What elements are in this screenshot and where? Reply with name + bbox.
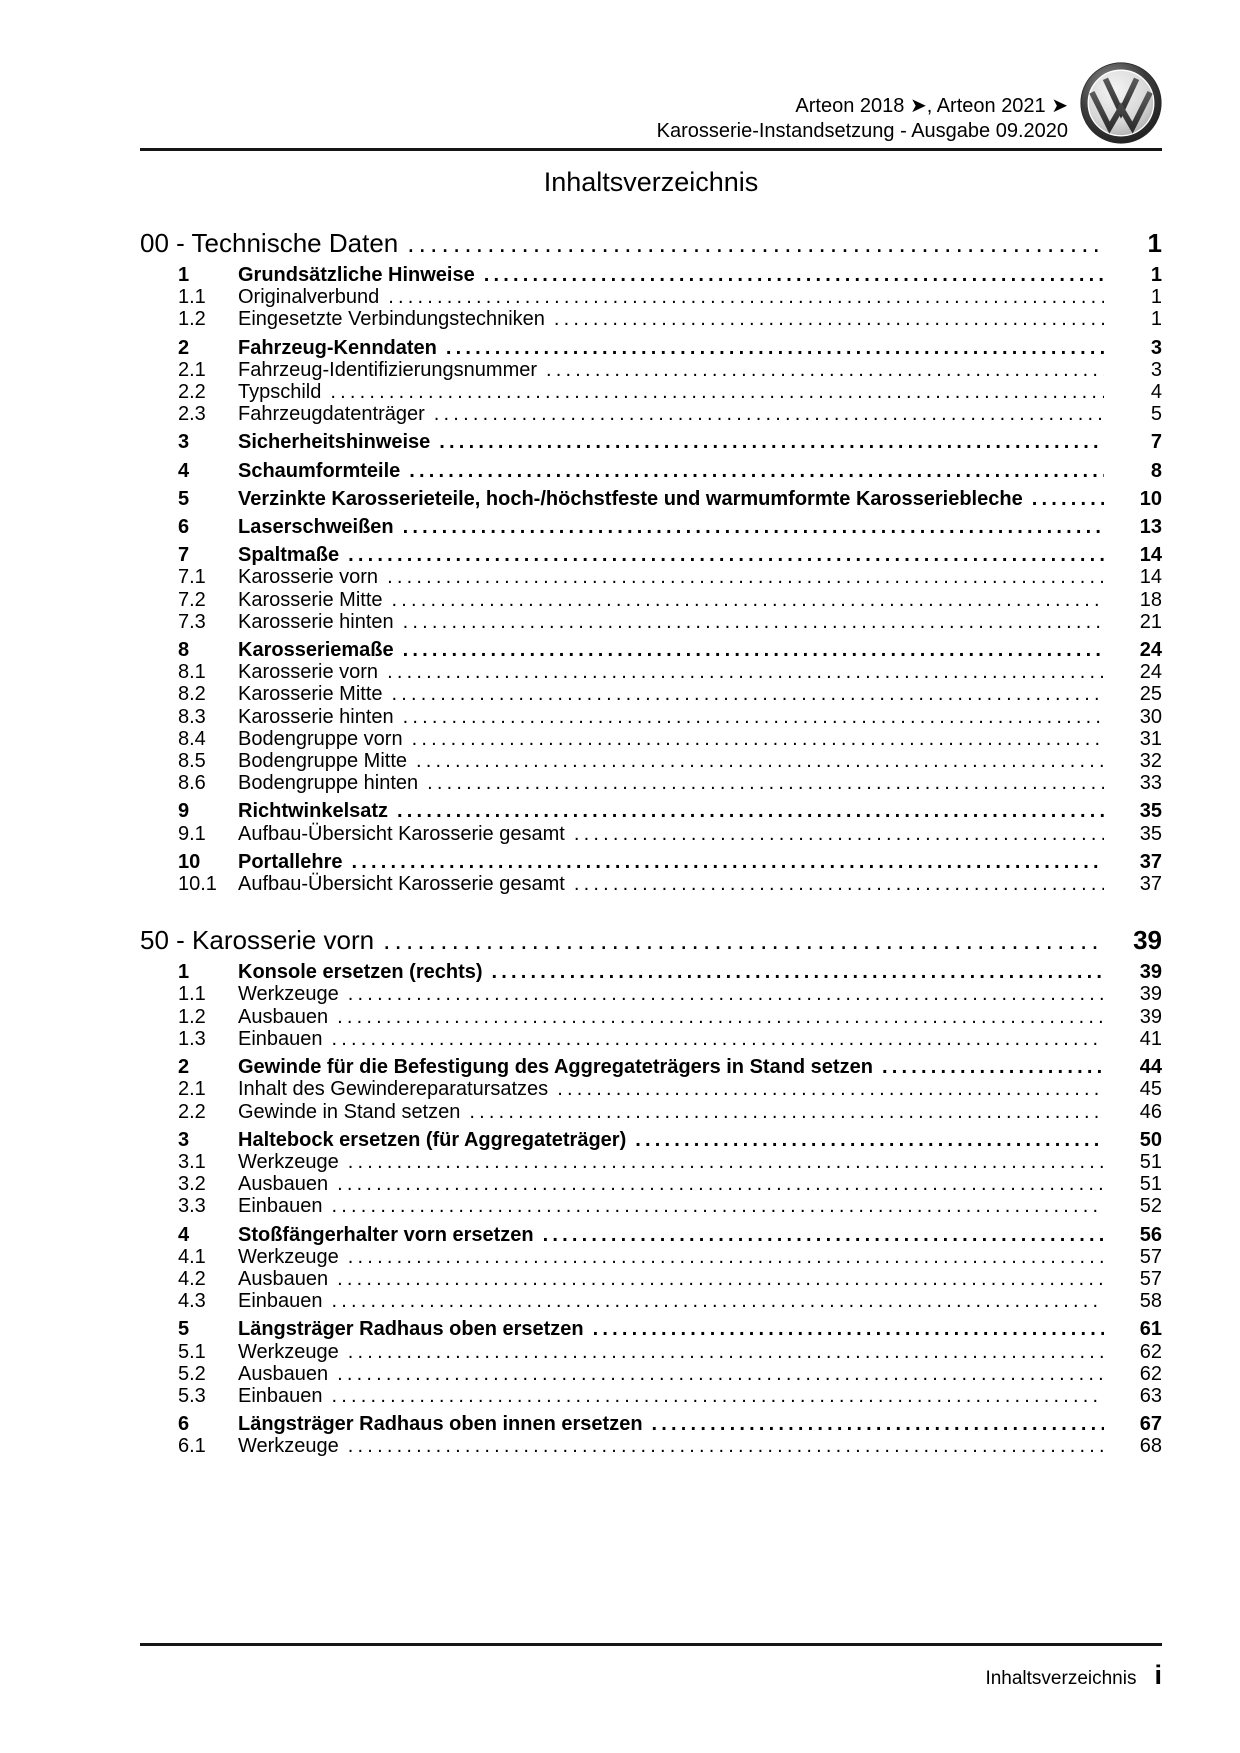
toc-row-section[interactable] <box>140 431 1162 453</box>
toc-entry-page: 10 <box>1139 487 1162 510</box>
toc-entry-page: 1 <box>1150 286 1162 309</box>
toc-entry-title: Einbauen <box>238 1195 323 1218</box>
toc-row-section[interactable] <box>140 639 1162 661</box>
toc-entry-title: Grundsätzliche Hinweise <box>238 264 475 286</box>
dot-leader <box>348 1151 1104 1173</box>
toc-entry-number: 2.2 <box>178 1100 206 1123</box>
toc-entry-title: Karosserie Mitte <box>238 683 383 706</box>
toc-entry-title: Fahrzeug-Identifizierungsnummer <box>238 358 538 381</box>
dot-leader <box>348 544 1104 566</box>
dot-leader <box>446 337 1104 359</box>
dot-leader <box>403 516 1104 538</box>
dot-leader <box>434 403 1104 425</box>
toc-entry-title: Gewinde für die Befestigung des Aggregateträgers in Stand setzen <box>238 1056 873 1079</box>
toc-entry-page: 21 <box>1139 610 1162 633</box>
dot-leader <box>412 728 1104 750</box>
toc-entry-title: Einbauen <box>238 1290 323 1313</box>
toc-entry-number: 2.3 <box>178 403 206 426</box>
toc-entry-page: 62 <box>1139 1340 1162 1363</box>
toc-row-sub[interactable] <box>140 728 1162 750</box>
toc-entry-page: 24 <box>1139 639 1162 662</box>
toc-row-sub[interactable] <box>140 1435 1162 1457</box>
toc-entry-page: 50 <box>1139 1128 1162 1151</box>
toc-entry-number: 4.3 <box>178 1290 206 1313</box>
toc-entry-page: 24 <box>1139 661 1162 684</box>
toc-row-section[interactable] <box>140 544 1162 566</box>
toc-row-chapter[interactable] <box>140 925 1162 955</box>
toc-entry-number: 6.1 <box>178 1435 206 1458</box>
toc-row-section[interactable] <box>140 264 1162 286</box>
toc-entry-title: Werkzeuge <box>238 1435 339 1458</box>
toc-entry-title: Einbauen <box>238 1384 323 1407</box>
dot-leader <box>337 1173 1104 1195</box>
toc-row-sub[interactable] <box>140 873 1162 895</box>
page-header <box>140 0 1162 146</box>
toc-entry-number: 3 <box>178 431 190 454</box>
toc-entry-page: 61 <box>1139 1318 1162 1341</box>
toc-entry-page: 39 <box>1133 925 1162 956</box>
toc-row-sub[interactable] <box>140 1173 1162 1195</box>
toc-entry-page: 4 <box>1150 381 1162 404</box>
dot-leader <box>409 460 1104 482</box>
header-model-line: Arteon 2018 ➤, Arteon 2021 ➤ <box>795 95 1068 117</box>
toc-entry-title: Karosserie Mitte <box>238 588 383 611</box>
header-edition-line: Karosserie-Instandsetzung - Ausgabe 09.2020 <box>656 120 1068 142</box>
dot-leader <box>332 1290 1104 1312</box>
toc-entry-page: 13 <box>1139 516 1162 539</box>
dot-leader <box>332 1028 1104 1050</box>
toc-row-sub[interactable] <box>140 1028 1162 1050</box>
toc-row-sub[interactable] <box>140 983 1162 1005</box>
toc-row-sub[interactable] <box>140 661 1162 683</box>
toc-row-sub[interactable] <box>140 566 1162 588</box>
toc-row-sub[interactable] <box>140 1151 1162 1173</box>
dot-leader <box>348 983 1104 1005</box>
toc-row-section[interactable] <box>140 1056 1162 1078</box>
toc-row-section[interactable] <box>140 488 1162 510</box>
toc-entry-page: 33 <box>1139 772 1162 795</box>
toc-entry-number: 2.1 <box>178 358 206 381</box>
toc-row-sub[interactable] <box>140 706 1162 728</box>
dot-leader <box>543 1224 1104 1246</box>
toc-row-sub[interactable] <box>140 359 1162 381</box>
toc-entry-title: Originalverbund <box>238 286 380 309</box>
toc-entry-number: 8.3 <box>178 705 206 728</box>
toc-entry-page: 45 <box>1139 1078 1162 1101</box>
toc-entry-number: 1.1 <box>178 286 206 309</box>
toc-entry-title: Haltebock ersetzen (für Aggregateträger) <box>238 1128 627 1151</box>
toc-entry-title: Bodengruppe Mitte <box>238 750 408 773</box>
toc-entry-title: Karosserie hinten <box>238 705 394 728</box>
toc-entry-number: 3.3 <box>178 1195 206 1218</box>
toc-entry-page: 35 <box>1139 800 1162 823</box>
toc-row-sub[interactable] <box>140 308 1162 330</box>
toc-entry-title: Ausbauen <box>238 1362 329 1385</box>
toc-entry-number: 3.2 <box>178 1173 206 1196</box>
dot-leader <box>574 873 1104 895</box>
dot-leader <box>332 1195 1104 1217</box>
dot-leader <box>387 661 1104 683</box>
toc-entry-number: 1.2 <box>178 308 206 331</box>
toc-entry-title: 50 - Karosserie vorn <box>140 925 375 956</box>
toc-entry-title: Laserschweißen <box>238 516 394 539</box>
toc-row-sub[interactable] <box>140 1078 1162 1100</box>
toc-row-section[interactable] <box>140 1129 1162 1151</box>
toc-entry-title: Längsträger Radhaus oben ersetzen <box>238 1318 584 1341</box>
toc-entry-page: 1 <box>1150 264 1162 286</box>
dot-leader <box>337 1363 1104 1385</box>
toc-entry-page: 3 <box>1150 358 1162 381</box>
toc-entry-page: 67 <box>1139 1413 1162 1436</box>
dot-leader <box>557 1078 1104 1100</box>
toc-entry-page: 32 <box>1139 750 1162 773</box>
dot-leader <box>492 961 1104 983</box>
toc-entry-number: 3.1 <box>178 1150 206 1173</box>
toc-entry-number: 4.1 <box>178 1245 206 1268</box>
toc-row-sub[interactable] <box>140 1195 1162 1217</box>
dot-leader <box>388 286 1104 308</box>
toc-entry-title: Portallehre <box>238 850 343 873</box>
toc-entry-page: 35 <box>1139 822 1162 845</box>
dot-leader <box>348 1341 1104 1363</box>
toc-entry-number: 8.5 <box>178 750 206 773</box>
dot-leader <box>348 1246 1104 1268</box>
toc-entry-number: 6 <box>178 516 190 539</box>
dot-leader <box>416 750 1104 772</box>
toc-entry-page: 1 <box>1147 228 1162 258</box>
toc-entry-title: Karosserie hinten <box>238 610 394 633</box>
toc-entry-title: Karosseriemaße <box>238 639 394 662</box>
toc-row-sub[interactable] <box>140 403 1162 425</box>
footer-page-number: i <box>1154 1660 1162 1690</box>
toc-entry-number: 10 <box>178 850 201 873</box>
dot-leader <box>593 1318 1104 1340</box>
toc-row-section[interactable] <box>140 961 1162 983</box>
toc-entry-page: 57 <box>1139 1245 1162 1268</box>
toc-row-section[interactable] <box>140 800 1162 822</box>
table-of-contents <box>140 228 1162 1458</box>
toc-entry-number: 2 <box>178 1056 190 1079</box>
toc-entry-page: 18 <box>1139 588 1162 611</box>
toc-entry-number: 8.4 <box>178 727 206 750</box>
dot-leader <box>403 611 1104 633</box>
toc-entry-page: 14 <box>1139 544 1162 567</box>
toc-row-sub[interactable] <box>140 1268 1162 1290</box>
toc-entry-page: 14 <box>1139 566 1162 589</box>
toc-entry-number: 5 <box>178 1318 190 1341</box>
toc-entry-title: Ausbauen <box>238 1173 329 1196</box>
toc-entry-page: 41 <box>1139 1027 1162 1050</box>
toc-entry-page: 7 <box>1150 431 1162 454</box>
toc-entry-page: 51 <box>1139 1173 1162 1196</box>
dot-leader <box>652 1413 1104 1435</box>
toc-entry-page: 1 <box>1150 308 1162 331</box>
toc-entry-page: 62 <box>1139 1362 1162 1385</box>
toc-entry-number: 1 <box>178 264 190 286</box>
toc-row-sub[interactable] <box>140 589 1162 611</box>
toc-entry-page: 44 <box>1139 1056 1162 1079</box>
toc-entry-page: 5 <box>1150 403 1162 426</box>
toc-row-sub[interactable] <box>140 1341 1162 1363</box>
toc-entry-number: 1.2 <box>178 1005 206 1028</box>
toc-entry-page: 39 <box>1139 983 1162 1006</box>
dot-leader <box>403 706 1104 728</box>
dot-leader <box>392 683 1105 705</box>
toc-entry-title: Karosserie vorn <box>238 661 379 684</box>
toc-entry-number: 8.6 <box>178 772 206 795</box>
dot-leader <box>407 228 1104 258</box>
toc-entry-number: 4.2 <box>178 1267 206 1290</box>
toc-entry-number: 7.3 <box>178 610 206 633</box>
toc-entry-title: Werkzeuge <box>238 1150 339 1173</box>
toc-entry-page: 52 <box>1139 1195 1162 1218</box>
page-footer <box>140 1643 1162 1691</box>
vw-logo-icon <box>1080 60 1162 146</box>
toc-entry-number: 6 <box>178 1413 190 1436</box>
footer-section-label: Inhaltsverzeichnis <box>985 1668 1137 1689</box>
toc-entry-page: 31 <box>1139 727 1162 750</box>
toc-entry-title: Konsole ersetzen (rechts) <box>238 961 483 984</box>
toc-entry-page: 58 <box>1139 1290 1162 1313</box>
toc-entry-number: 1.1 <box>178 983 206 1006</box>
toc-entry-page: 68 <box>1139 1435 1162 1458</box>
dot-leader <box>348 1435 1104 1457</box>
toc-row-section[interactable] <box>140 1224 1162 1246</box>
toc-entry-title: Längsträger Radhaus oben innen ersetzen <box>238 1413 643 1436</box>
toc-entry-title: Gewinde in Stand setzen <box>238 1100 461 1123</box>
toc-entry-page: 46 <box>1139 1100 1162 1123</box>
toc-entry-page: 37 <box>1139 850 1162 873</box>
toc-entry-title: Inhalt des Gewindereparatursatzes <box>238 1078 549 1101</box>
toc-entry-page: 39 <box>1139 1005 1162 1028</box>
dot-leader <box>403 639 1104 661</box>
toc-row-sub[interactable] <box>140 823 1162 845</box>
dot-leader <box>882 1056 1104 1078</box>
toc-entry-title: Aufbau-Übersicht Karosserie gesamt <box>238 822 565 845</box>
toc-entry-title: Werkzeuge <box>238 1340 339 1363</box>
toc-row-sub[interactable] <box>140 1385 1162 1407</box>
toc-row-sub[interactable] <box>140 381 1162 403</box>
dot-leader <box>427 772 1104 794</box>
toc-entry-title: Bodengruppe hinten <box>238 772 419 795</box>
toc-entry-number: 8 <box>178 639 190 662</box>
toc-entry-title: Typschild <box>238 381 322 404</box>
dot-leader <box>330 381 1104 403</box>
toc-entry-number: 5.1 <box>178 1340 206 1363</box>
toc-row-chapter[interactable] <box>140 228 1162 258</box>
dot-leader <box>387 566 1104 588</box>
toc-entry-number: 4 <box>178 1223 190 1246</box>
toc-entry-number: 4 <box>178 459 190 482</box>
toc-entry-title: Ausbauen <box>238 1267 329 1290</box>
toc-row-sub[interactable] <box>140 1101 1162 1123</box>
toc-entry-title: Stoßfängerhalter vorn ersetzen <box>238 1223 534 1246</box>
toc-entry-title: Aufbau-Übersicht Karosserie gesamt <box>238 873 565 896</box>
toc-entry-title: Einbauen <box>238 1027 323 1050</box>
dot-leader <box>337 1006 1104 1028</box>
toc-entry-title: Bodengruppe vorn <box>238 727 403 750</box>
dot-leader <box>574 823 1104 845</box>
dot-leader <box>397 800 1104 822</box>
toc-row-sub[interactable] <box>140 750 1162 772</box>
toc-entry-title: Schaumformteile <box>238 459 401 482</box>
toc-entry-title: Spaltmaße <box>238 544 340 567</box>
toc-row-sub[interactable] <box>140 1290 1162 1312</box>
toc-row-section[interactable] <box>140 851 1162 873</box>
toc-entry-page: 30 <box>1139 705 1162 728</box>
dot-leader <box>1032 488 1104 510</box>
toc-row-sub[interactable] <box>140 1006 1162 1028</box>
toc-entry-title: Fahrzeug-Kenndaten <box>238 336 437 359</box>
toc-entry-number: 9 <box>178 800 190 823</box>
toc-entry-number: 3 <box>178 1128 190 1151</box>
dot-leader <box>383 925 1104 955</box>
toc-entry-title: Verzinkte Karosserieteile, hoch-/höchstfeste und warmumformte Karosseriebleche <box>238 487 1023 510</box>
toc-entry-title: Richtwinkelsatz <box>238 800 389 823</box>
toc-entry-page: 8 <box>1150 459 1162 482</box>
page-title: Inhaltsverzeichnis <box>543 167 759 197</box>
toc-row-sub[interactable] <box>140 1363 1162 1385</box>
dot-leader <box>469 1101 1104 1123</box>
dot-leader <box>554 308 1104 330</box>
toc-entry-number: 7.1 <box>178 566 206 589</box>
header-divider <box>140 148 1162 151</box>
header-text <box>657 94 1068 146</box>
dot-leader <box>635 1129 1104 1151</box>
toc-entry-title: Karosserie vorn <box>238 566 379 589</box>
toc-entry-title: 00 - Technische Daten <box>140 228 399 258</box>
toc-entry-number: 2.1 <box>178 1078 206 1101</box>
toc-entry-page: 25 <box>1139 683 1162 706</box>
dot-leader <box>392 589 1105 611</box>
toc-entry-page: 3 <box>1150 336 1162 359</box>
toc-entry-number: 1.3 <box>178 1027 206 1050</box>
toc-entry-page: 57 <box>1139 1267 1162 1290</box>
toc-row-section[interactable] <box>140 1413 1162 1435</box>
toc-entry-number: 5.2 <box>178 1362 206 1385</box>
toc-entry-page: 39 <box>1139 961 1162 984</box>
toc-entry-number: 8.2 <box>178 683 206 706</box>
toc-entry-title: Ausbauen <box>238 1005 329 1028</box>
dot-leader <box>484 264 1104 286</box>
toc-row-section[interactable] <box>140 1318 1162 1340</box>
dot-leader <box>332 1385 1104 1407</box>
toc-entry-title: Werkzeuge <box>238 983 339 1006</box>
toc-entry-title: Werkzeuge <box>238 1245 339 1268</box>
toc-entry-number: 2.2 <box>178 381 206 404</box>
toc-entry-page: 51 <box>1139 1150 1162 1173</box>
toc-entry-number: 7.2 <box>178 588 206 611</box>
toc-row-section[interactable] <box>140 337 1162 359</box>
toc-entry-number: 9.1 <box>178 822 206 845</box>
toc-entry-title: Eingesetzte Verbindungstechniken <box>238 308 545 331</box>
toc-entry-page: 63 <box>1139 1384 1162 1407</box>
dot-leader <box>439 431 1104 453</box>
toc-row-sub[interactable] <box>140 611 1162 633</box>
toc-entry-number: 5.3 <box>178 1384 206 1407</box>
toc-entry-number: 10.1 <box>178 873 217 896</box>
toc-row-section[interactable] <box>140 460 1162 482</box>
toc-entry-title: Fahrzeugdatenträger <box>238 403 425 426</box>
dot-leader <box>351 851 1104 873</box>
toc-entry-number: 2 <box>178 336 190 359</box>
toc-row-section[interactable] <box>140 516 1162 538</box>
toc-entry-number: 5 <box>178 487 190 510</box>
toc-row-sub[interactable] <box>140 286 1162 308</box>
toc-entry-number: 7 <box>178 544 190 567</box>
dot-leader <box>337 1268 1104 1290</box>
toc-row-sub[interactable] <box>140 683 1162 705</box>
toc-entry-title: Sicherheitshinweise <box>238 431 431 454</box>
toc-entry-number: 1 <box>178 961 190 984</box>
toc-row-sub[interactable] <box>140 1246 1162 1268</box>
toc-entry-number: 8.1 <box>178 661 206 684</box>
toc-entry-page: 56 <box>1139 1223 1162 1246</box>
toc-entry-page: 37 <box>1139 873 1162 896</box>
dot-leader <box>546 359 1104 381</box>
toc-row-sub[interactable] <box>140 772 1162 794</box>
